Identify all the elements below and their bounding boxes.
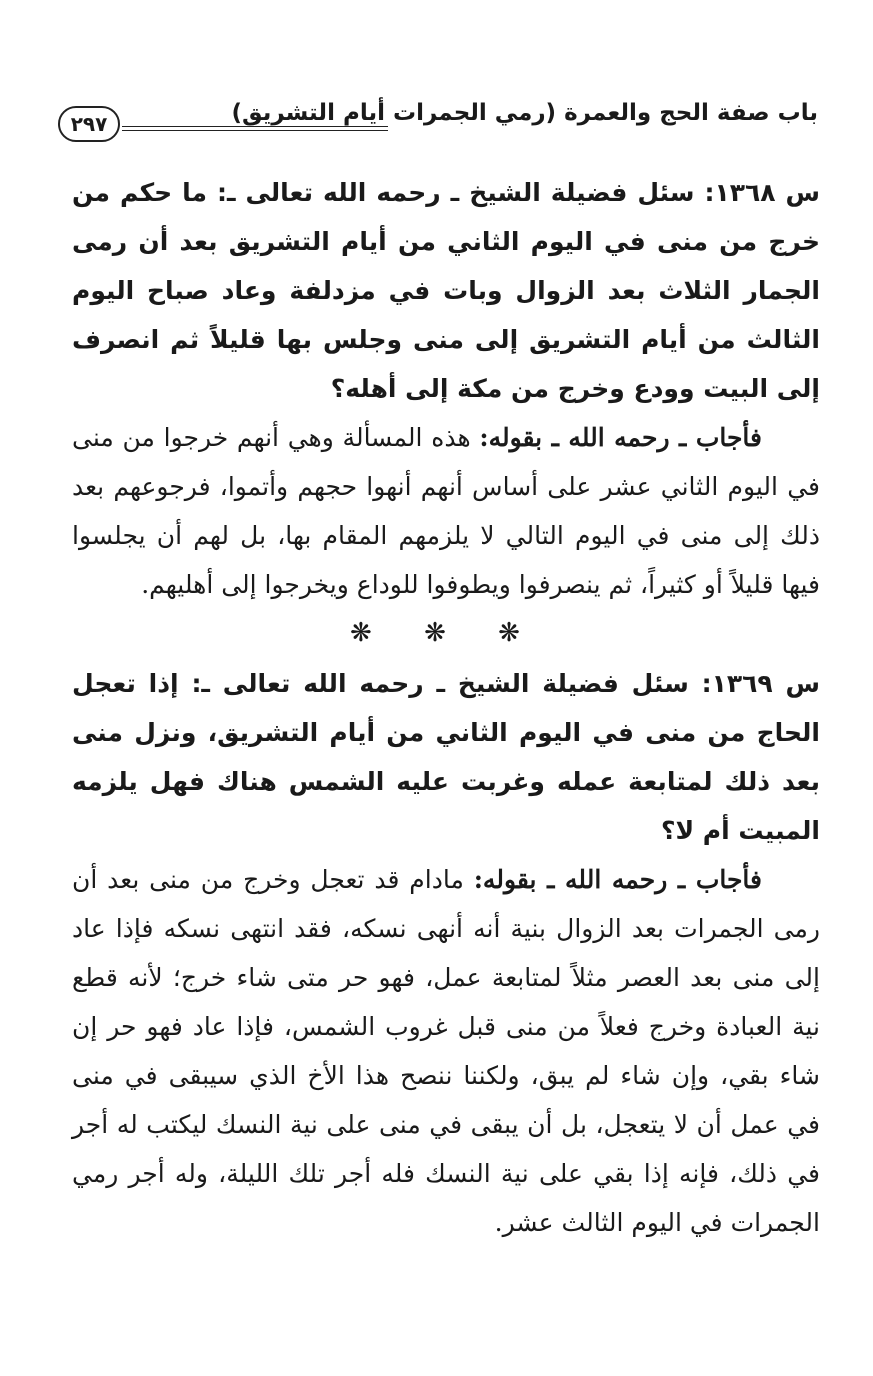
- question-1-number: س ١٣٦٨:: [704, 178, 820, 207]
- answer-2: [72, 855, 820, 1247]
- answer-1-text: هذه المسألة وهي أنهم خرجوا من منى في اليوم الثاني عشر على أساس أنهم أنهوا حجهم وأتموا، فرجوعهم بعد ذلك إلى منى في اليوم التالي لا يلزمهم المقام بها، بل لهم أن يجلسوا فيها قليلاً أو كثيراً، ثم ينصرفوا ويطوفوا للوداع ويخرجوا إلى أهليهم.: [72, 423, 820, 599]
- page-header: [58, 96, 818, 144]
- header-rule: [122, 126, 388, 131]
- question-2-text: سئل فضيلة الشيخ ـ رحمه الله تعالى ـ: إذا تعجل الحاج من منى في اليوم الثاني من أيام التشريق، ونزل منى بعد ذلك لمتابعة عمله وغربت عليه الشمس هناك فهل يلزمه المبيت أم لا؟: [72, 669, 820, 845]
- answer-2-lead: فأجاب ـ رحمه الله ـ بقوله:: [473, 865, 762, 894]
- page-body: [72, 168, 820, 1247]
- answer-1-lead: فأجاب ـ رحمه الله ـ بقوله:: [479, 423, 762, 452]
- chapter-title: باب صفة الحج والعمرة (رمي الجمرات أيام التشريق): [231, 100, 818, 126]
- question-1: [72, 168, 820, 413]
- question-2-number: س ١٣٦٩:: [701, 669, 820, 698]
- page-number: ٢٩٧: [58, 106, 120, 142]
- section-separator: ❋ ❋ ❋: [350, 618, 542, 648]
- question-1-text: سئل فضيلة الشيخ ـ رحمه الله تعالى ـ: ما حكم من خرج من منى في اليوم الثاني من أيام التشريق بعد أن رمى الجمار الثلاث بعد الزوال وبات في مزدلفة وعاد صباح اليوم الثالث من أيام التشريق إلى منى وجلس بها قليلاً ثم انصرف إلى البيت وودع وخرج من مكة إلى أهله؟: [72, 178, 820, 403]
- answer-2-text: مادام قد تعجل وخرج من منى بعد أن رمى الجمرات بعد الزوال بنية أنه أنهى نسكه، فقد انتهى نسكه فإذا عاد إلى منى بعد العصر مثلاً لمتابعة عمل، فهو حر متى شاء خرج؛ لأنه قطع نية العبادة وخرج فعلاً من منى قبل غروب الشمس، فإذا عاد فهو حر إن شاء بقي، وإن شاء لم يبق، ولكننا ننصح هذا الأخ الذي سيبقى في منى في عمل أن لا يتعجل، بل أن يبقى في منى على نية النسك ليكتب له أجر في ذلك، فإنه إذا بقي على نية النسك فله أجر تلك الليلة، وله أجر رمي الجمرات في اليوم الثالث عشر.: [72, 865, 820, 1237]
- answer-1: [72, 413, 820, 609]
- question-2: [72, 659, 820, 855]
